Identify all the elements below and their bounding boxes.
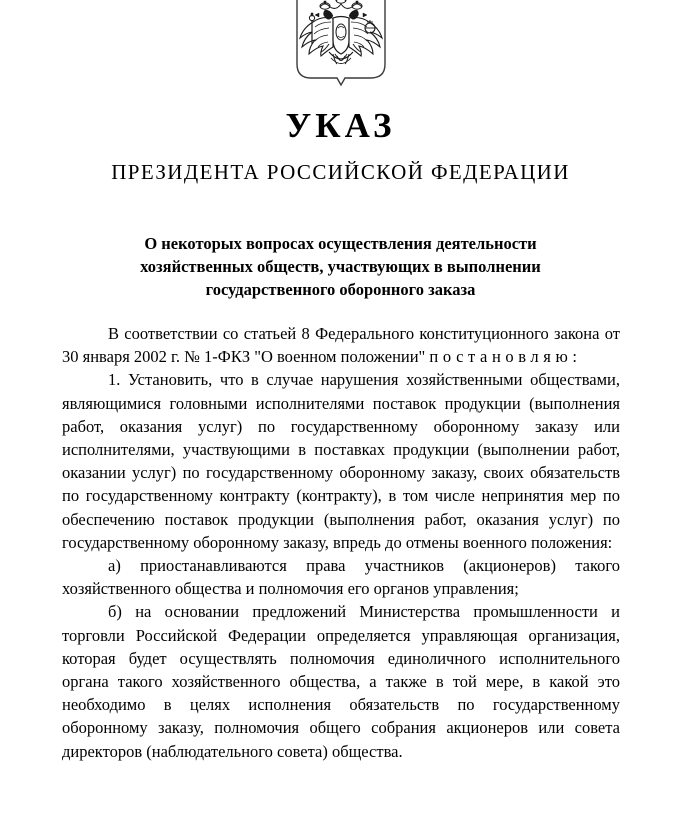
coat-of-arms-container [0,0,681,88]
russian-federation-coat-of-arms-icon [295,0,387,88]
paragraph-clause-1-a: а) приостанавливаются права участников (акционеров) такого хозяйственного общества и полномочия его органов управления; [62,556,620,599]
decree-heading-line: государственного оборонного заказа [205,280,476,299]
decree-heading-line: хозяйственных обществ, участвующих в выполнении [140,257,541,276]
document-body [62,322,620,763]
paragraph-clause-1: 1. Установить, что в случае нарушения хозяйственными обществами, являющимися головными исполнителями поставок продукции (выполнения работ, оказания услуг) по государственному оборонному заказу или исполнителями, участвующими в поставках продукции (выполнении работ, оказании услуг) по государственному оборонному заказу, своих обязательств по государственному контракту (контракту), в том числе непринятия мер по обеспечению поставок продукции (выполнения работ, оказания услуг) по государственному оборонному заказу, впредь до отмены военного положения: [62,370,620,552]
paragraph-preamble [62,322,620,368]
paragraph-clause-1-b: б) на основании предложений Министерства промышленности и торговли Российской Федерации определяется управляющая организация, которая будет осуществлять полномочия единоличного исполнительного органа такого хозяйственного общества, а также в той мере, в какой это необходимо в целях исполнения обязательств по государственному оборонному заказу, полномочия общего собрания акционеров или совета директоров (наблюдательного совета) общества. [62,602,620,761]
preamble-text: В соответствии со статьей 8 Федерального конституционного закона от 30 января 2002 г. № 1-ФКЗ "О военном положении" [62,324,620,367]
decree-heading [90,232,591,301]
decree-heading-line: О некоторых вопросах осуществления деятельности [144,234,537,253]
document-subtitle: ПРЕЗИДЕНТА РОССИЙСКОЙ ФЕДЕРАЦИИ [111,160,570,184]
postanovlyayu-keyword: постановляю: [429,347,582,367]
document-title: УКАЗ [285,106,396,145]
